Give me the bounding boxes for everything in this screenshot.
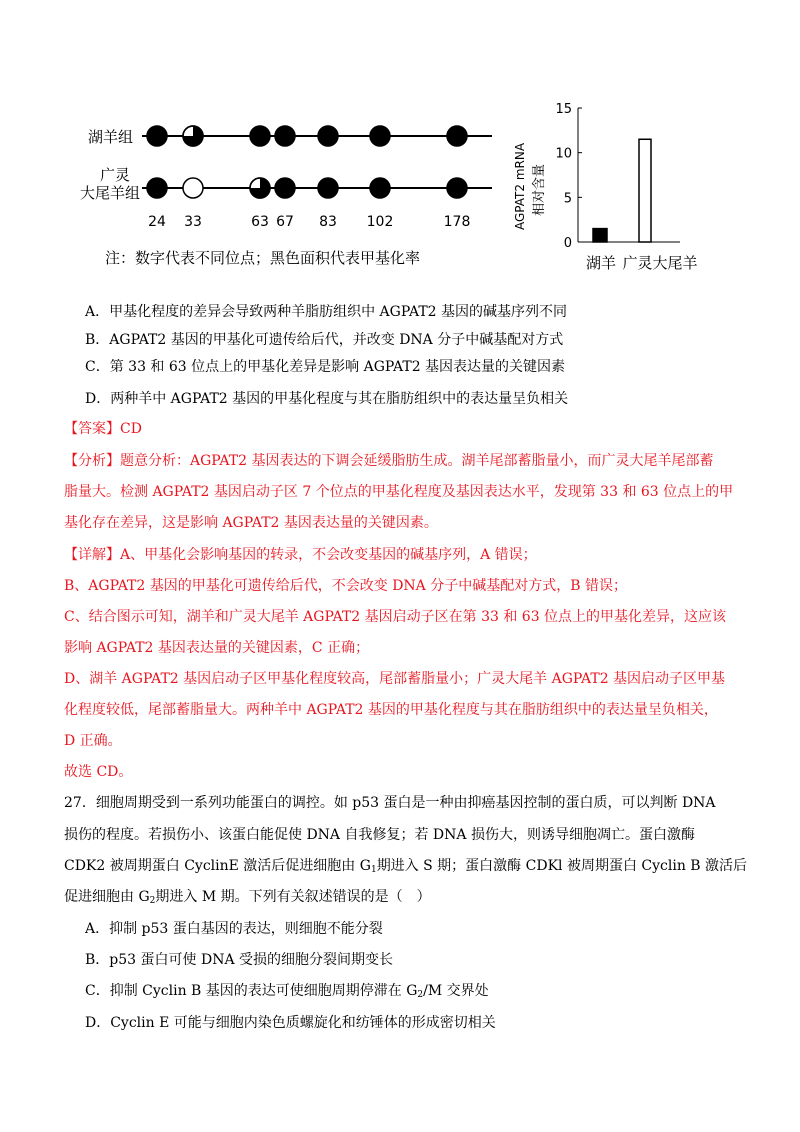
q26-detail-line-4: 影响 AGPAT2 基因表达量的关键因素，C 正确； (64, 640, 370, 656)
q27-option-c-sub: 2 (417, 990, 424, 1000)
chart-tick-label-10: 10 (555, 146, 572, 162)
chart-bar-2 (639, 139, 651, 242)
q26-option-a: A．甲基化程度的差异会导致两种羊脂肪组织中 AGPAT2 基因的碱基序列不同 (85, 304, 568, 320)
huyang-site-102 (370, 126, 390, 146)
q27-stem-line-3 (64, 856, 784, 876)
q27-stem-line-4-b: 期进入 M 期。下列有关叙述错误的是（ ） (155, 889, 431, 905)
q27-stem-line-4-sub: 2 (149, 896, 156, 906)
huyang-site-63 (250, 126, 270, 146)
q26-analysis-line-2: 脂量大。检测 AGPAT2 基因启动子区 7 个位点的甲基化程度及基因表达水平，发现第 33 和 63 位点上的甲 (64, 484, 734, 500)
q26-option-b: B．AGPAT2 基因的甲基化可遗传给后代，并改变 DNA 分子中碱基配对方式 (85, 332, 564, 348)
row-label-huyang: 湖羊组 (88, 128, 134, 146)
site-label-63: 63 (251, 214, 269, 230)
q27-stem-line-2: 损伤的程度。若损伤小、该蛋白能促使 DNA 自我修复；若 DNA 损伤大，则诱导细胞凋亡。蛋白激酶 (64, 827, 695, 843)
q27-option-a: A．抑制 p53 蛋白基因的表达，则细胞不能分裂 (85, 921, 383, 937)
chart-ylabel-line1: AGPAT2 mRNA (513, 142, 527, 230)
huyang-site-178 (447, 126, 467, 146)
site-label-83: 83 (319, 214, 337, 230)
guangling-site-33 (183, 178, 203, 198)
q27-option-c-a: C．抑制 Cyclin B 基因的表达可使细胞周期停滞在 G (85, 983, 418, 999)
guangling-site-63 (250, 178, 270, 198)
site-label-67: 67 (276, 214, 294, 230)
huyang-site-24 (147, 126, 167, 146)
row-label-guangling-1: 广灵 (100, 166, 131, 184)
q27-stem-line-3-a: CDK2 被周期蛋白 CyclinE 激活后促进细胞由 G (64, 858, 371, 874)
guangling-site-67 (275, 178, 295, 198)
q27-option-d: D．Cyclin E 可能与细胞内染色质螺旋化和纺锤体的形成密切相关 (85, 1015, 496, 1031)
chart-category-label-1: 湖羊 (585, 254, 617, 272)
q27-stem-line-4-a: 促进细胞由 G (64, 889, 150, 905)
q26-detail-line-3: C、结合图示可知，湖羊和广灵大尾羊 AGPAT2 基因启动子区在第 33 和 63 位点上的甲基化差异，这应该 (64, 609, 727, 625)
q26-detail-line-7: D 正确。 (64, 733, 122, 749)
q27-option-c (85, 981, 800, 1001)
chart-tick-label-5: 5 (563, 191, 572, 207)
chart-category-labels (586, 254, 698, 272)
site-label-24: 24 (148, 214, 166, 230)
figure-note: 注：数字代表不同位点；黑色面积代表甲基化率 (105, 249, 421, 267)
q27-stem-line-4 (64, 887, 784, 907)
q27-option-c-b: /M 交界处 (423, 983, 489, 999)
huyang-site-33 (183, 126, 203, 146)
huyang-site-67 (275, 126, 295, 146)
chart-tick-label-0: 0 (563, 236, 572, 251)
chart-bar-1 (593, 229, 607, 242)
q26-option-d: D．两种羊中 AGPAT2 基因的甲基化程度与其在脂肪组织中的表达量呈负相关 (85, 391, 569, 407)
q26-option-c: C．第 33 和 63 位点上的甲基化差异是影响 AGPAT2 基因表达量的关键因素 (85, 359, 566, 375)
q26-detail-line-2: B、AGPAT2 基因的甲基化可遗传给后代，不会改变 DNA 分子中碱基配对方式，B 错误； (64, 578, 627, 594)
huyang-site-83 (318, 126, 338, 146)
q26-detail-line-6: 化程度较低，尾部蓄脂量大。两种羊中 AGPAT2 基因的甲基化程度与其在脂肪组织中的表达量呈负相关， (64, 702, 718, 718)
mrna-bar-chart (513, 102, 698, 272)
q26-detail-line-5: D、湖羊 AGPAT2 基因启动子区甲基化程度较高，尾部蓄脂量小；广灵大尾羊 AGPAT2 基因启动子区甲基 (64, 671, 726, 687)
chart-bars (593, 139, 651, 242)
site-label-178: 178 (443, 214, 471, 230)
methylation-figure (80, 96, 720, 276)
q26-analysis-line-1: 【分析】题意分析：AGPAT2 基因表达的下调会延缓脂肪生成。湖羊尾部蓄脂量小，而广灵大尾羊尾部蓄 (64, 453, 714, 469)
q27-stem-line-3-b: 期进入 S 期；蛋白激酶 CDKl 被周期蛋白 Cyclin B 激活后 (376, 858, 748, 874)
chart-ylabel-line2: 相对含量 (532, 163, 547, 216)
q26-conclusion: 故选 CD。 (64, 764, 133, 780)
chart-category-label-2: 广灵大尾羊 (622, 254, 698, 272)
row-label-guangling-2: 大尾羊组 (80, 184, 141, 202)
q27-option-b: B．p53 蛋白可使 DNA 受损的细胞分裂间期变长 (85, 952, 393, 968)
q26-analysis-line-3: 基化存在差异，这是影响 AGPAT2 基因表达量的关键因素。 (64, 515, 438, 531)
site-number-labels (148, 214, 470, 230)
q27-stem-line-3-sub: 1 (370, 865, 377, 875)
q27-stem-line-1: 27．细胞周期受到一系列功能蛋白的调控。如 p53 蛋白是一种由抑癌基因控制的蛋白质，可以判断 DNA (64, 795, 716, 811)
guangling-site-102 (370, 178, 390, 198)
chart-tick-label-15: 15 (555, 102, 572, 117)
site-label-102: 102 (366, 214, 394, 230)
q26-detail-line-1: 【详解】A、甲基化会影响基因的转录，不会改变基因的碱基序列，A 错误； (64, 547, 537, 563)
guangling-site-24 (147, 178, 167, 198)
q26-answer: 【答案】CD (64, 421, 142, 437)
site-label-33: 33 (184, 214, 202, 230)
guangling-site-83 (318, 178, 338, 198)
guangling-site-178 (447, 178, 467, 198)
